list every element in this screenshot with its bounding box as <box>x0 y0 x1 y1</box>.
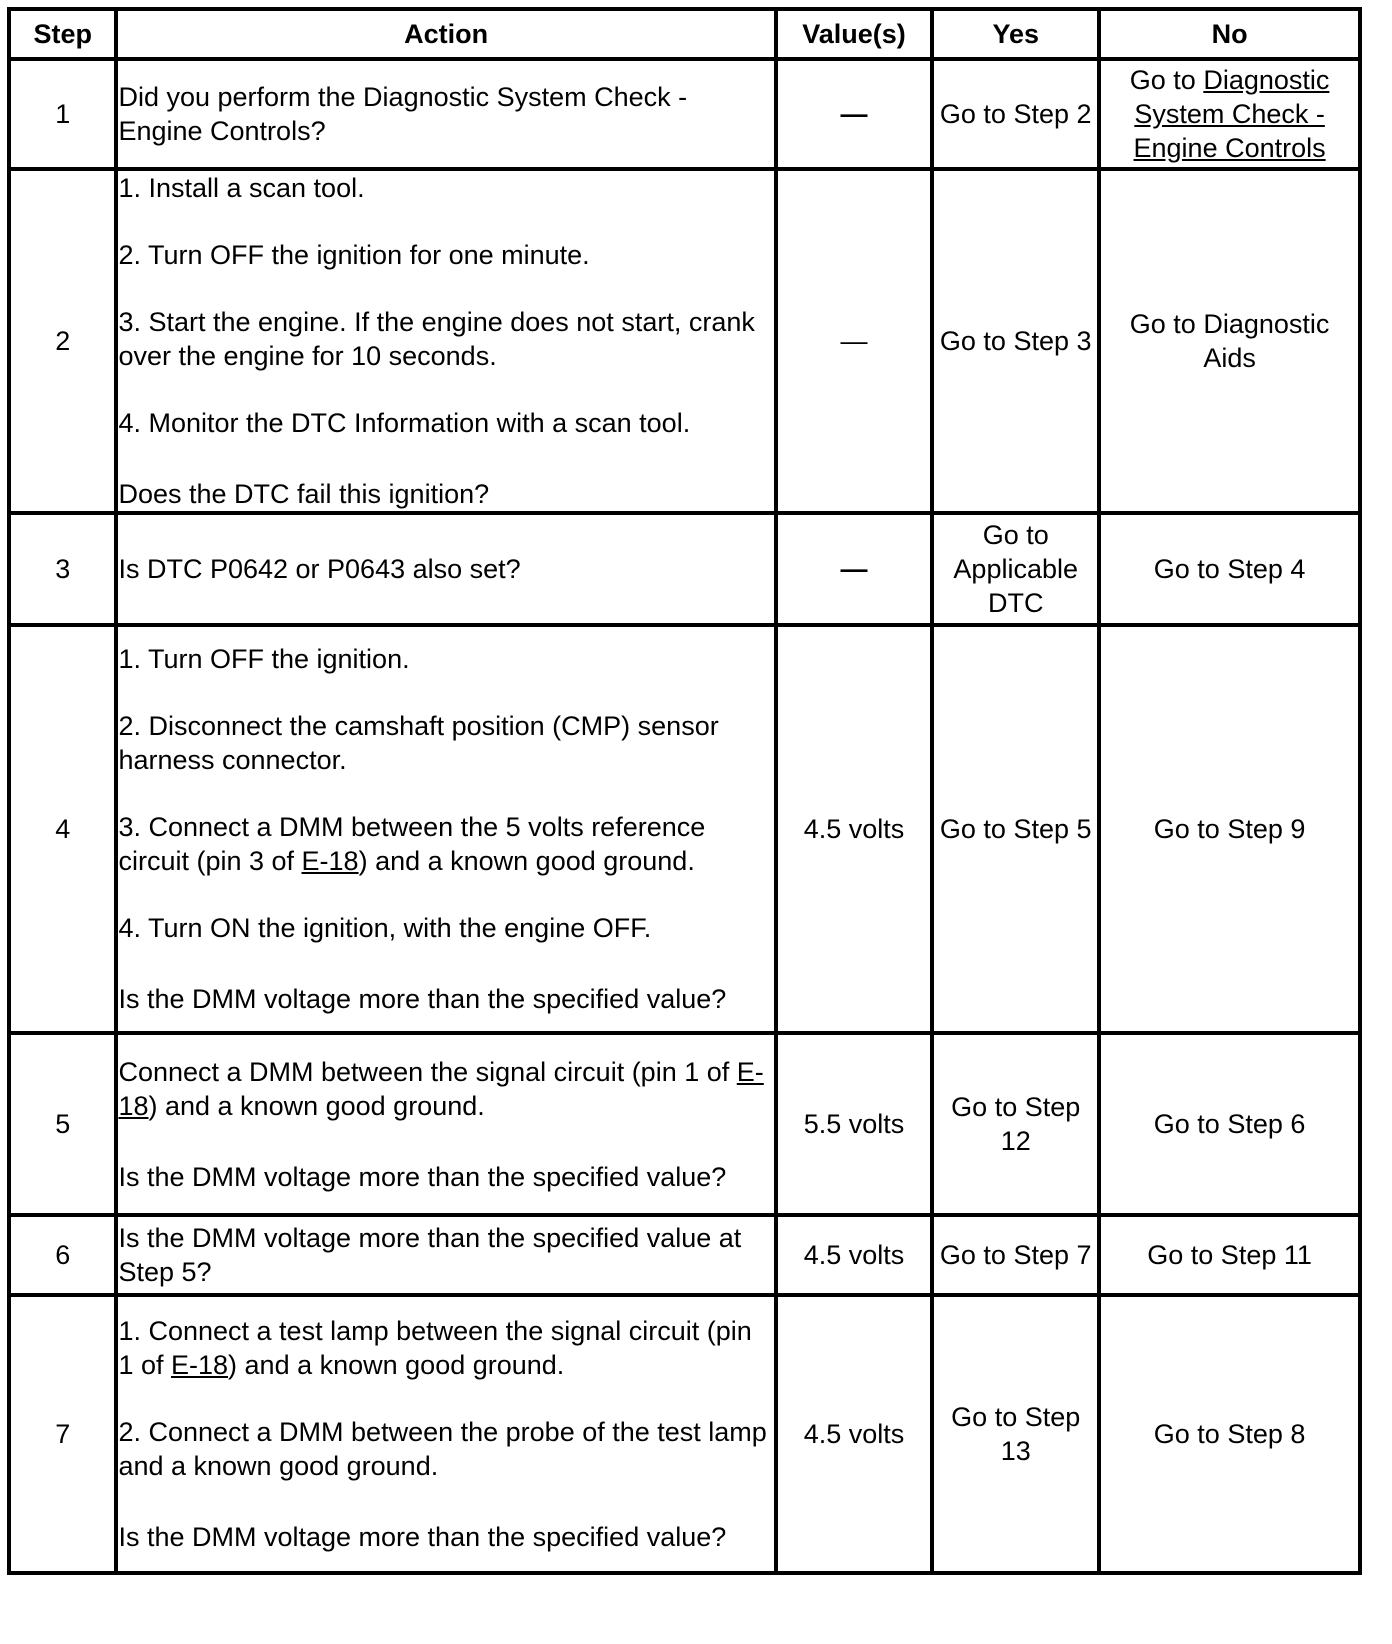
action-cell <box>116 1215 775 1295</box>
header-action: Action <box>116 9 775 59</box>
header-yes: Yes <box>932 9 1099 59</box>
header-step: Step <box>9 9 116 59</box>
step-number: 5 <box>9 1033 116 1215</box>
action-text <box>118 810 773 878</box>
action-text: Did you perform the Diagnostic System Check - Engine Controls? <box>118 82 688 146</box>
yes-cell: Go to Applicable DTC <box>932 513 1099 625</box>
action-text: 4. Turn ON the ignition, with the engine OFF. <box>118 913 652 943</box>
no-cell: Go to Diagnostic Aids <box>1099 169 1360 513</box>
table-header-row <box>9 9 1360 59</box>
action-text: Is the DMM voltage more than the specified value? <box>118 1522 727 1552</box>
value-cell: — <box>776 513 932 625</box>
action-text: Is DTC P0642 or P0643 also set? <box>118 554 521 584</box>
yes-cell: Go to Step 3 <box>932 169 1099 513</box>
connector-e18-link[interactable]: E-18 <box>301 846 359 876</box>
no-cell: Go to Step 11 <box>1099 1215 1360 1295</box>
table-row <box>9 1033 1360 1215</box>
action-text <box>118 1314 773 1382</box>
yes-cell: Go to Step 5 <box>932 625 1099 1033</box>
table-row <box>9 513 1360 625</box>
action-text: 2. Turn OFF the ignition for one minute. <box>118 240 590 270</box>
table-row <box>9 1295 1360 1573</box>
step-number: 6 <box>9 1215 116 1295</box>
yes-cell: Go to Step 2 <box>932 59 1099 169</box>
no-prefix: Go to <box>1129 65 1204 95</box>
action-text: Does the DTC fail this ignition? <box>118 479 490 509</box>
yes-cell: Go to Step 7 <box>932 1215 1099 1295</box>
action-text: 1. Turn OFF the ignition. <box>118 644 410 674</box>
value-cell: 4.5 volts <box>776 1295 932 1573</box>
action-text <box>118 1055 773 1123</box>
table-row <box>9 625 1360 1033</box>
diagnostic-table <box>7 7 1362 1575</box>
no-cell: Go to Step 4 <box>1099 513 1360 625</box>
value-cell: 4.5 volts <box>776 1215 932 1295</box>
action-text: Is the DMM voltage more than the specified value? <box>118 1161 727 1192</box>
action-cell <box>116 1295 775 1573</box>
diagnostic-system-check-link[interactable]: Diagnostic System Check - Engine Controls <box>1133 65 1330 163</box>
step-number: 2 <box>9 169 116 513</box>
action-cell <box>116 169 775 513</box>
value-cell: — <box>776 59 932 169</box>
table-row <box>9 59 1360 169</box>
action-text-part: ) and a known good ground. <box>358 846 695 876</box>
connector-e18-link[interactable]: E-18 <box>171 1350 229 1380</box>
connector-e18-link[interactable]: E-18 <box>118 1056 764 1121</box>
table-row <box>9 169 1360 513</box>
action-text: 2. Disconnect the camshaft position (CMP) sensor harness connector. <box>118 711 719 775</box>
action-text: 2. Connect a DMM between the probe of the test lamp and a known good ground. <box>118 1417 767 1481</box>
action-text: 3. Start the engine. If the engine does not start, crank over the engine for 10 seconds. <box>118 307 755 371</box>
action-text-part: 3. Connect a DMM between the 5 volts reference circuit (pin 3 of <box>118 812 706 876</box>
no-cell: Go to Step 9 <box>1099 625 1360 1033</box>
action-text-part: ) and a known good ground. <box>148 1090 485 1121</box>
no-cell <box>1099 59 1360 169</box>
step-number: 1 <box>9 59 116 169</box>
no-cell: Go to Step 6 <box>1099 1033 1360 1215</box>
action-cell <box>116 1033 775 1215</box>
step-number: 7 <box>9 1295 116 1573</box>
action-text: Is the DMM voltage more than the specified value at Step 5? <box>118 1223 742 1287</box>
yes-cell: Go to Step 13 <box>932 1295 1099 1573</box>
action-text: Is the DMM voltage more than the specified value? <box>118 984 727 1014</box>
header-values: Value(s) <box>776 9 932 59</box>
action-text: 4. Monitor the DTC Information with a scan tool. <box>118 408 691 438</box>
action-cell <box>116 625 775 1033</box>
action-text-part: Connect a DMM between the signal circuit (pin 1 of <box>118 1056 737 1087</box>
value-cell: — <box>776 169 932 513</box>
action-text: 1. Install a scan tool. <box>118 173 365 203</box>
step-number: 3 <box>9 513 116 625</box>
action-cell <box>116 59 775 169</box>
value-cell: 4.5 volts <box>776 625 932 1033</box>
no-cell: Go to Step 8 <box>1099 1295 1360 1573</box>
header-no: No <box>1099 9 1360 59</box>
yes-cell: Go to Step 12 <box>932 1033 1099 1215</box>
step-number: 4 <box>9 625 116 1033</box>
action-text-part: 1. Connect a test lamp between the signal circuit (pin 1 of <box>118 1316 752 1380</box>
action-cell <box>116 513 775 625</box>
value-cell: 5.5 volts <box>776 1033 932 1215</box>
action-text-part: ) and a known good ground. <box>228 1350 565 1380</box>
table-row <box>9 1215 1360 1295</box>
